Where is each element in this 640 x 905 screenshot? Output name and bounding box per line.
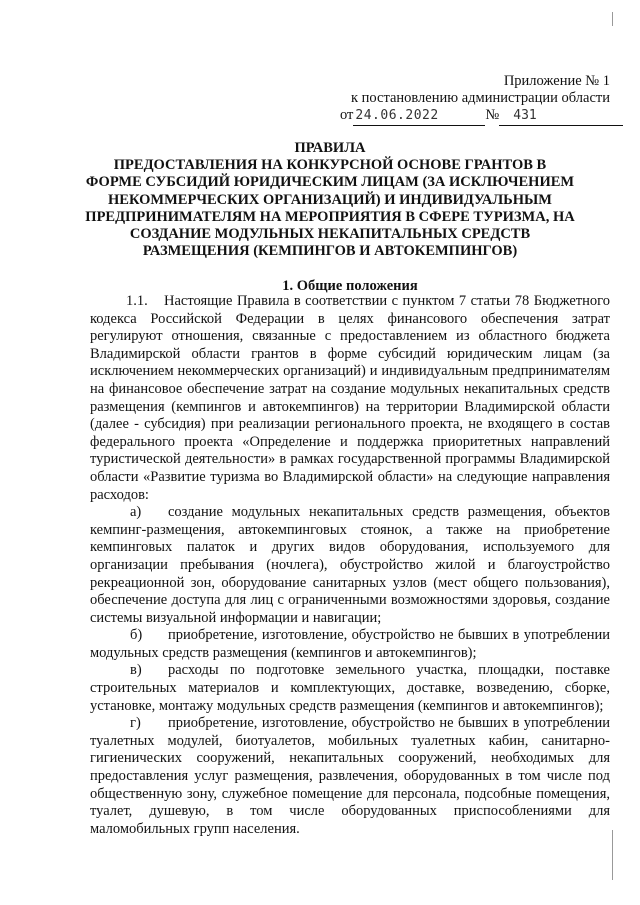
title-line: ФОРМЕ СУБСИДИЙ ЮРИДИЧЕСКИМ ЛИЦАМ (ЗА ИСКЛЮЧЕНИЕМ: [85, 174, 575, 191]
item-text: создание модульных некапитальных средств размещения, объектов кемпинг-размещения, автокемпинговых стоянок, а также на приобретение кемпинговых палаток и других видов оборудования, используемого для организации пребывания (ночлега), обустройство жилой и благоустройство рекреационной зон, оборудование санитарных узлов (мест общего пользования), обеспечение доступа для лиц с ограниченными возможностями здоровья, создание системы визуальной информации и навигации;: [90, 504, 610, 626]
paragraph-label: 1.1.: [126, 293, 148, 309]
decree-date: 24.06.2022: [353, 107, 485, 126]
title-line: ПРАВИЛА: [294, 140, 366, 156]
list-item: [90, 627, 610, 662]
annex-date-number-line: [340, 106, 610, 126]
title-line: НЕКОММЕРЧЕСКИХ ОРГАНИЗАЦИЙ) И ИНДИВИДУАЛЬНЫМ: [108, 191, 552, 208]
list-item: [90, 662, 610, 715]
title-line: СОЗДАНИЕ МОДУЛЬНЫХ НЕКАПИТАЛЬНЫХ СРЕДСТВ: [129, 226, 531, 243]
annex-decree: к постановлению администрации области: [350, 90, 610, 106]
paragraph-1-1: [90, 293, 610, 504]
scan-edge-mark: [612, 12, 613, 26]
item-label: г): [130, 715, 141, 732]
item-label: в): [130, 662, 142, 679]
title-line: ПРЕДОСТАВЛЕНИЯ НА КОНКУРСНОЙ ОСНОВЕ ГРАНТОВ В: [113, 157, 547, 174]
item-label: б): [130, 627, 143, 644]
item-text: расходы по подготовке земельного участка, площадки, поставке строительных материалов и комплектующих, доставке, возведению, сборке, установке, монтажу модульных средств размещения (кемпингов и автокемпингов);: [90, 662, 610, 714]
title-line: РАЗМЕЩЕНИЯ (КЕМПИНГОВ И АВТОКЕМПИНГОВ): [142, 243, 518, 260]
list-item: [90, 504, 610, 627]
date-prefix: от: [340, 107, 354, 123]
item-text: приобретение, изготовление, обустройство не бывших в употреблении туалетных модулей, биотуалетов, мобильных туалетных кабин, санитарно-гигиенических сооружений, некапитальных сооружений, необходимых для предоставления услуг размещения, развлечения, оборудованных в том числе под общественную зону, служебное помещение для персонала, подсобные помещения, туалет, душевую, в том числе оборудованных приспособлениями для маломобильных групп населения.: [90, 715, 610, 837]
number-prefix: №: [485, 107, 500, 123]
document-title: [70, 140, 590, 260]
decree-number: 431: [499, 107, 623, 126]
section-heading: 1. Общие положения: [282, 278, 418, 294]
item-text: приобретение, изготовление, обустройство не бывших в употреблении модульных средств размещения (кемпингов и автокемпингов);: [90, 627, 610, 661]
paragraph-text: Настоящие Правила в соответствии с пунктом 7 статьи 78 Бюджетного кодекса Российской Федерации в целях финансового обеспечения затрат регулируют отношения, связанные с предоставлением из областного бюджета Владимирской области грантов в форме субсидий юридическим лицам (за исключением некоммерческих организаций) и индивидуальным предпринимателям на финансовое обеспечение затрат на создание модульных некапитальных средств размещения (кемпингов и автокемпингов) на территории Владимирской области (далее - субсидия) при реализации регионального проекта, не входящего в состав федерального проекта «Определение и поддержка приоритетных направлений туристической деятельности» в рамках государственной программы Владимирской области «Развитие туризма во Владимирской области» на следующие направления расходов:: [90, 293, 610, 503]
document-body: [90, 293, 610, 838]
annex-title: Приложение № 1: [503, 73, 610, 89]
list-item: [90, 715, 610, 838]
scan-edge-mark: [612, 830, 613, 880]
item-label: а): [130, 504, 142, 521]
title-line: ПРЕДПРИНИМАТЕЛЯМ НА МЕРОПРИЯТИЯ В СФЕРЕ ТУРИЗМА, НА: [85, 208, 575, 225]
